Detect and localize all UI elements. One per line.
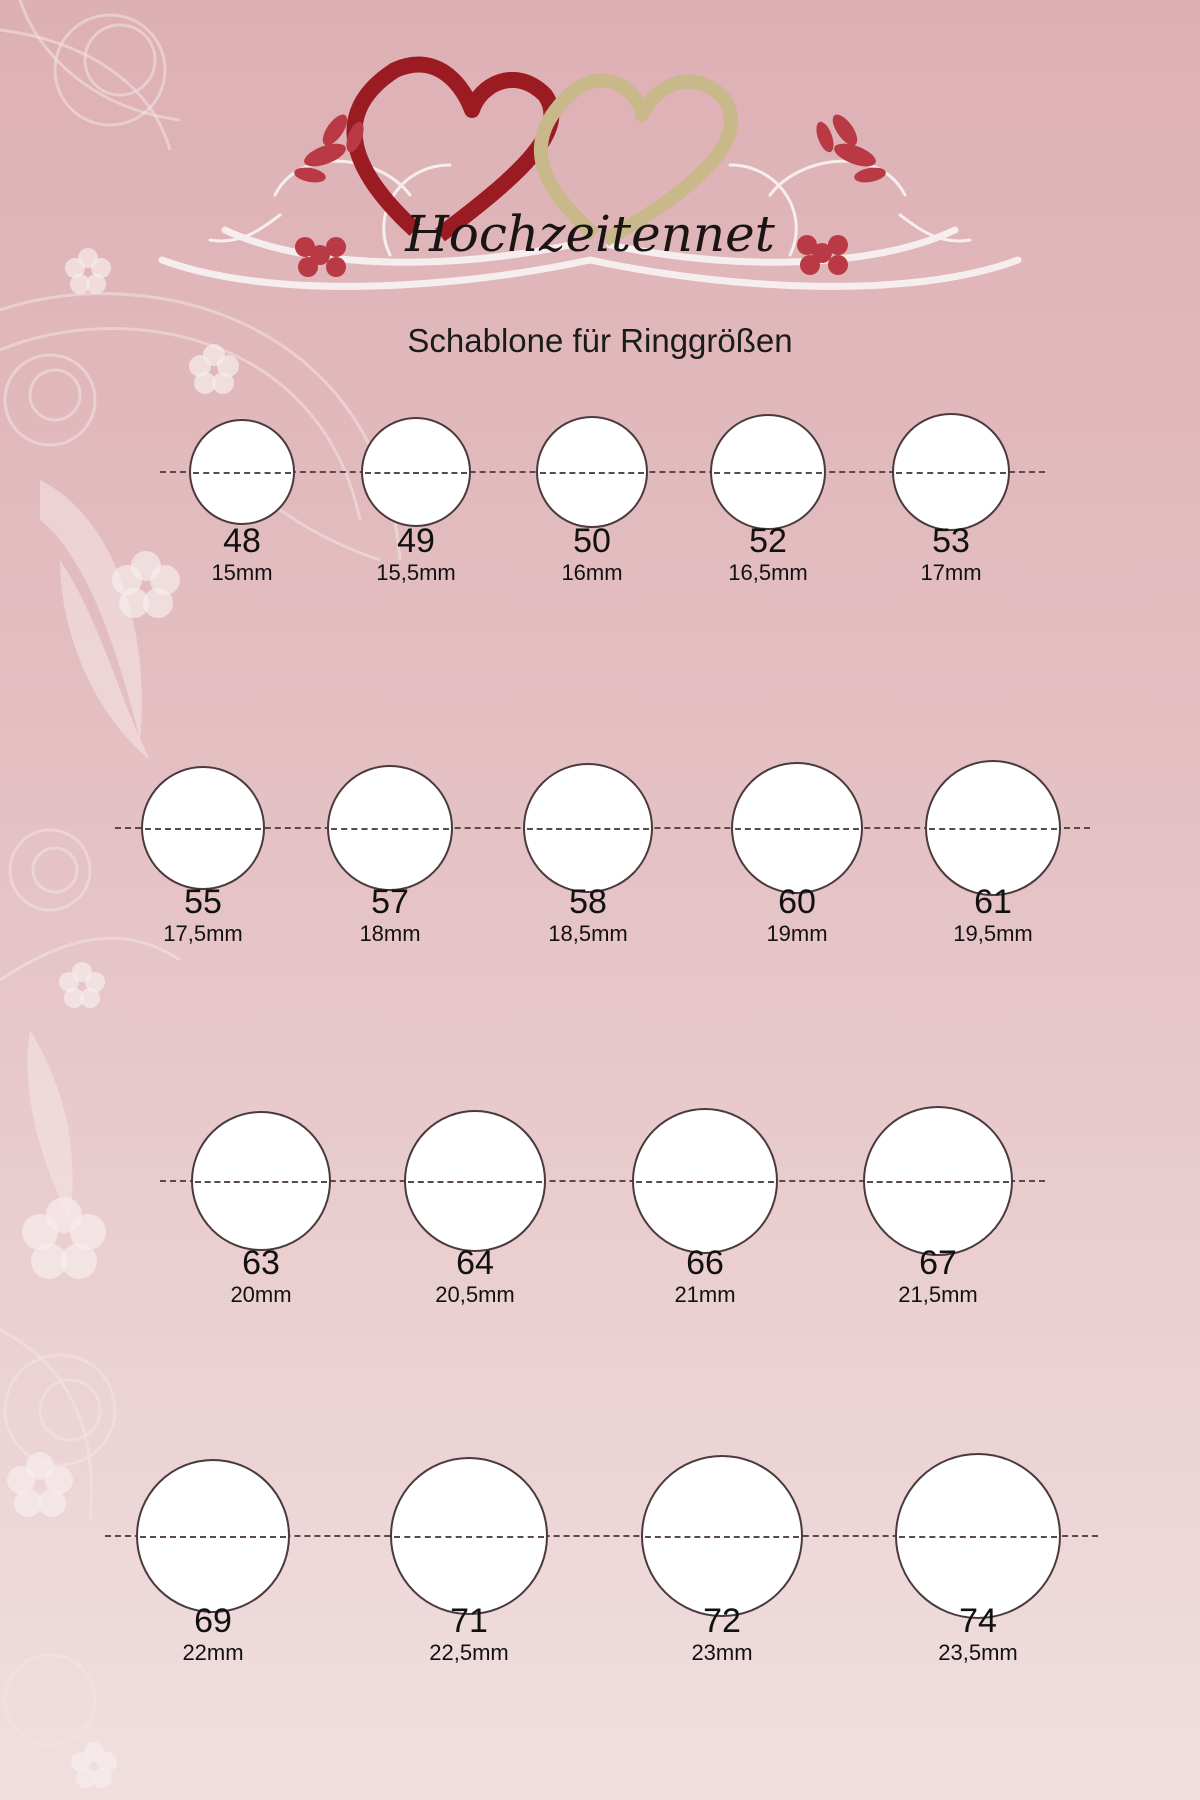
ring-circle bbox=[390, 1457, 548, 1615]
ring-size-number: 58 bbox=[569, 883, 607, 921]
page-title: Schablone für Ringgrößen bbox=[407, 322, 793, 359]
ring-circle bbox=[863, 1106, 1013, 1256]
ring-diameter-line bbox=[735, 828, 859, 830]
ring-diameter-mm: 16,5mm bbox=[728, 560, 808, 585]
ring-diameter-line bbox=[527, 828, 649, 830]
ring-diameter-mm: 15mm bbox=[211, 560, 273, 585]
ring-circle bbox=[404, 1110, 546, 1252]
ring-label bbox=[316, 522, 516, 586]
ring-label bbox=[492, 522, 692, 586]
ring-diameter-line bbox=[929, 828, 1057, 830]
ring-label bbox=[369, 1602, 569, 1666]
ring-circle bbox=[361, 417, 471, 527]
ring-diameter-line bbox=[331, 828, 449, 830]
ring-diameter-mm: 23mm bbox=[691, 1640, 753, 1665]
ring-size-number: 72 bbox=[703, 1602, 741, 1640]
ring-diameter-mm: 23,5mm bbox=[938, 1640, 1018, 1665]
ring-label bbox=[113, 1602, 313, 1666]
ring-circle bbox=[136, 1459, 290, 1613]
ring-size-number: 66 bbox=[686, 1244, 724, 1282]
ring-size-number: 48 bbox=[223, 522, 261, 560]
ring-circle bbox=[632, 1108, 778, 1254]
ring-diameter-mm: 15,5mm bbox=[376, 560, 456, 585]
ring-diameter-line bbox=[714, 472, 822, 474]
ring-label bbox=[488, 883, 688, 947]
ring-circle bbox=[523, 763, 653, 893]
ring-size-number: 55 bbox=[184, 883, 222, 921]
ring-size-number: 57 bbox=[371, 883, 409, 921]
ring-diameter-line bbox=[636, 1181, 774, 1183]
ring-diameter-mm: 21mm bbox=[674, 1282, 736, 1307]
ring-circle bbox=[925, 760, 1061, 896]
ring-diameter-mm: 17,5mm bbox=[163, 921, 243, 946]
ring-circle bbox=[710, 414, 826, 530]
ring-diameter-mm: 20mm bbox=[230, 1282, 292, 1307]
ring-label bbox=[290, 883, 490, 947]
ring-label bbox=[605, 1244, 805, 1308]
ring-diameter-mm: 21,5mm bbox=[898, 1282, 978, 1307]
ring-label bbox=[851, 522, 1051, 586]
ring-circle bbox=[641, 1455, 803, 1617]
ring-size-number: 69 bbox=[194, 1602, 232, 1640]
ring-circle bbox=[892, 413, 1010, 531]
ring-diameter-line bbox=[645, 1536, 799, 1538]
ring-diameter-mm: 18mm bbox=[359, 921, 421, 946]
ring-label bbox=[878, 1602, 1078, 1666]
brand-name: Hochzeitennet bbox=[405, 205, 775, 263]
ring-diameter-mm: 22mm bbox=[182, 1640, 244, 1665]
ring-label bbox=[103, 883, 303, 947]
ring-size-number: 50 bbox=[573, 522, 611, 560]
ring-size-number: 61 bbox=[974, 883, 1012, 921]
ring-size-number: 63 bbox=[242, 1244, 280, 1282]
ring-label bbox=[697, 883, 897, 947]
ring-size-number: 60 bbox=[778, 883, 816, 921]
ring-diameter-mm: 22,5mm bbox=[429, 1640, 509, 1665]
ring-circle bbox=[327, 765, 453, 891]
ring-circle bbox=[189, 419, 295, 525]
ring-diameter-mm: 18,5mm bbox=[548, 921, 628, 946]
ring-diameter-line bbox=[394, 1536, 544, 1538]
ring-diameter-line bbox=[408, 1181, 542, 1183]
ring-label bbox=[668, 522, 868, 586]
ring-circle bbox=[536, 416, 648, 528]
ring-diameter-mm: 16mm bbox=[561, 560, 623, 585]
ring-diameter-mm: 19,5mm bbox=[953, 921, 1033, 946]
ring-label bbox=[375, 1244, 575, 1308]
ring-circle bbox=[191, 1111, 331, 1251]
ring-circle bbox=[731, 762, 863, 894]
ring-circle bbox=[895, 1453, 1061, 1619]
ring-size-number: 64 bbox=[456, 1244, 494, 1282]
ring-diameter-mm: 17mm bbox=[920, 560, 982, 585]
ring-label bbox=[838, 1244, 1038, 1308]
ring-circle bbox=[141, 766, 265, 890]
ring-size-number: 52 bbox=[749, 522, 787, 560]
ring-diameter-line bbox=[193, 472, 291, 474]
ring-diameter-line bbox=[365, 472, 467, 474]
ring-size-number: 53 bbox=[932, 522, 970, 560]
ring-size-number: 74 bbox=[959, 1602, 997, 1640]
ring-size-number: 71 bbox=[450, 1602, 488, 1640]
logo bbox=[150, 55, 1030, 300]
ring-diameter-mm: 20,5mm bbox=[435, 1282, 515, 1307]
ring-label bbox=[893, 883, 1093, 947]
ring-size-number: 67 bbox=[919, 1244, 957, 1282]
ring-diameter-line bbox=[896, 472, 1006, 474]
ring-diameter-mm: 19mm bbox=[766, 921, 828, 946]
ring-diameter-line bbox=[195, 1181, 327, 1183]
ring-label bbox=[142, 522, 342, 586]
ring-size-number: 49 bbox=[397, 522, 435, 560]
ring-diameter-line bbox=[899, 1536, 1057, 1538]
ring-diameter-line bbox=[145, 828, 261, 830]
ring-diameter-line bbox=[140, 1536, 286, 1538]
ring-label bbox=[161, 1244, 361, 1308]
ring-diameter-line bbox=[540, 472, 644, 474]
logo-graphic bbox=[150, 55, 1030, 300]
ring-diameter-line bbox=[867, 1181, 1009, 1183]
ring-label bbox=[622, 1602, 822, 1666]
